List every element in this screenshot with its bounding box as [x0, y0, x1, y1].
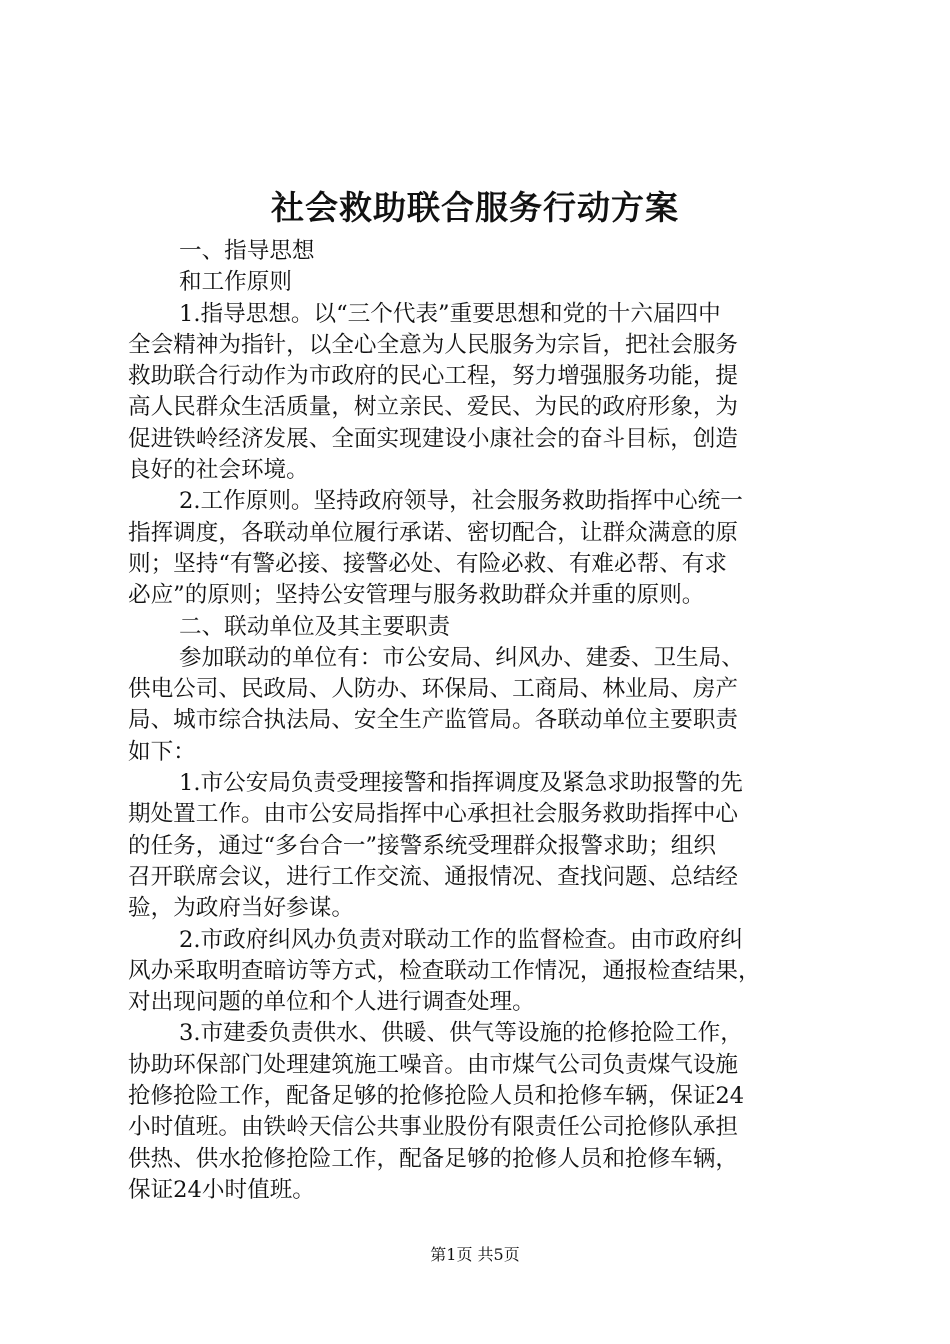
paragraph-line: 1.指导思想。以“三个代表”重要思想和党的十六届四中	[179, 300, 721, 327]
paragraph-line: 救助联合行动作为市政府的民心工程，努力增强服务功能，提	[128, 363, 739, 390]
paragraph-line: 良好的社会环境。	[128, 457, 309, 484]
paragraph-line: 协助环保部门处理建筑施工噪音。由市煤气公司负责煤气设施	[128, 1051, 739, 1078]
section-heading: 一、指导思想	[179, 238, 315, 264]
paragraph-line: 参加联动的单位有：市公安局、纠风办、建委、卫生局、	[179, 644, 744, 671]
paragraph-line: 则；坚持“有警必接、接警必处、有险必救、有难必帮、有求	[128, 550, 727, 577]
paragraph-line: 局、城市综合执法局、安全生产监管局。各联动单位主要职责	[128, 707, 739, 734]
paragraph-line: 供热、供水抢修抢险工作，配备足够的抢修人员和抢修车辆，	[128, 1145, 739, 1172]
paragraph-line: 召开联席会议，进行工作交流、通报情况、查找问题、总结经	[128, 863, 739, 890]
paragraph-line: 高人民群众生活质量，树立亲民、爱民、为民的政府形象，为	[128, 394, 739, 421]
paragraph-line: 1.市公安局负责受理接警和指挥调度及紧急求助报警的先	[179, 770, 743, 797]
paragraph-line: 2.市政府纠风办负责对联动工作的监督检查。由市政府纠	[179, 926, 743, 953]
paragraph-line: 抢修抢险工作，配备足够的抢修抢险人员和抢修车辆，保证24	[128, 1083, 745, 1110]
paragraph-line: 供电公司、民政局、人防办、环保局、工商局、林业局、房产	[128, 676, 739, 703]
paragraph-line: 期处置工作。由市公安局指挥中心承担社会服务救助指挥中心	[128, 801, 739, 828]
paragraph-line: 保证24小时值班。	[128, 1176, 315, 1203]
paragraph-line: 必应”的原则；坚持公安管理与服务救助群众并重的原则。	[128, 582, 705, 609]
paragraph-line: 指挥调度，各联动单位履行承诺、密切配合，让群众满意的原	[128, 519, 739, 546]
section-heading: 二、联动单位及其主要职责	[179, 613, 451, 640]
section-heading-continued: 和工作原则	[179, 269, 292, 296]
page-number-footer: 第1页 共5页	[430, 1245, 520, 1264]
paragraph-line: 的任务，通过“多台合一”接警系统受理群众报警求助；组织	[128, 832, 716, 859]
paragraph-line: 如下：	[128, 738, 196, 765]
document-title: 社会救助联合服务行动方案	[271, 188, 679, 227]
paragraph-line: 3.市建委负责供水、供暖、供气等设施的抢修抢险工作，	[179, 1020, 743, 1047]
paragraph-line: 风办采取明查暗访等方式，检查联动工作情况，通报检查结果，	[128, 957, 761, 984]
document-body	[128, 236, 834, 1206]
paragraph-line: 2.工作原则。坚持政府领导，社会服务救助指挥中心统一	[179, 488, 743, 515]
paragraph-line: 小时值班。由铁岭天信公共事业股份有限责任公司抢修队承担	[128, 1114, 739, 1141]
paragraph-line: 对出现问题的单位和个人进行调查处理。	[128, 989, 535, 1016]
paragraph-line: 促进铁岭经济发展、全面实现建设小康社会的奋斗目标，创造	[128, 425, 739, 452]
paragraph-line: 全会精神为指针，以全心全意为人民服务为宗旨，把社会服务	[128, 331, 739, 358]
paragraph-line: 验，为政府当好参谋。	[128, 895, 354, 922]
